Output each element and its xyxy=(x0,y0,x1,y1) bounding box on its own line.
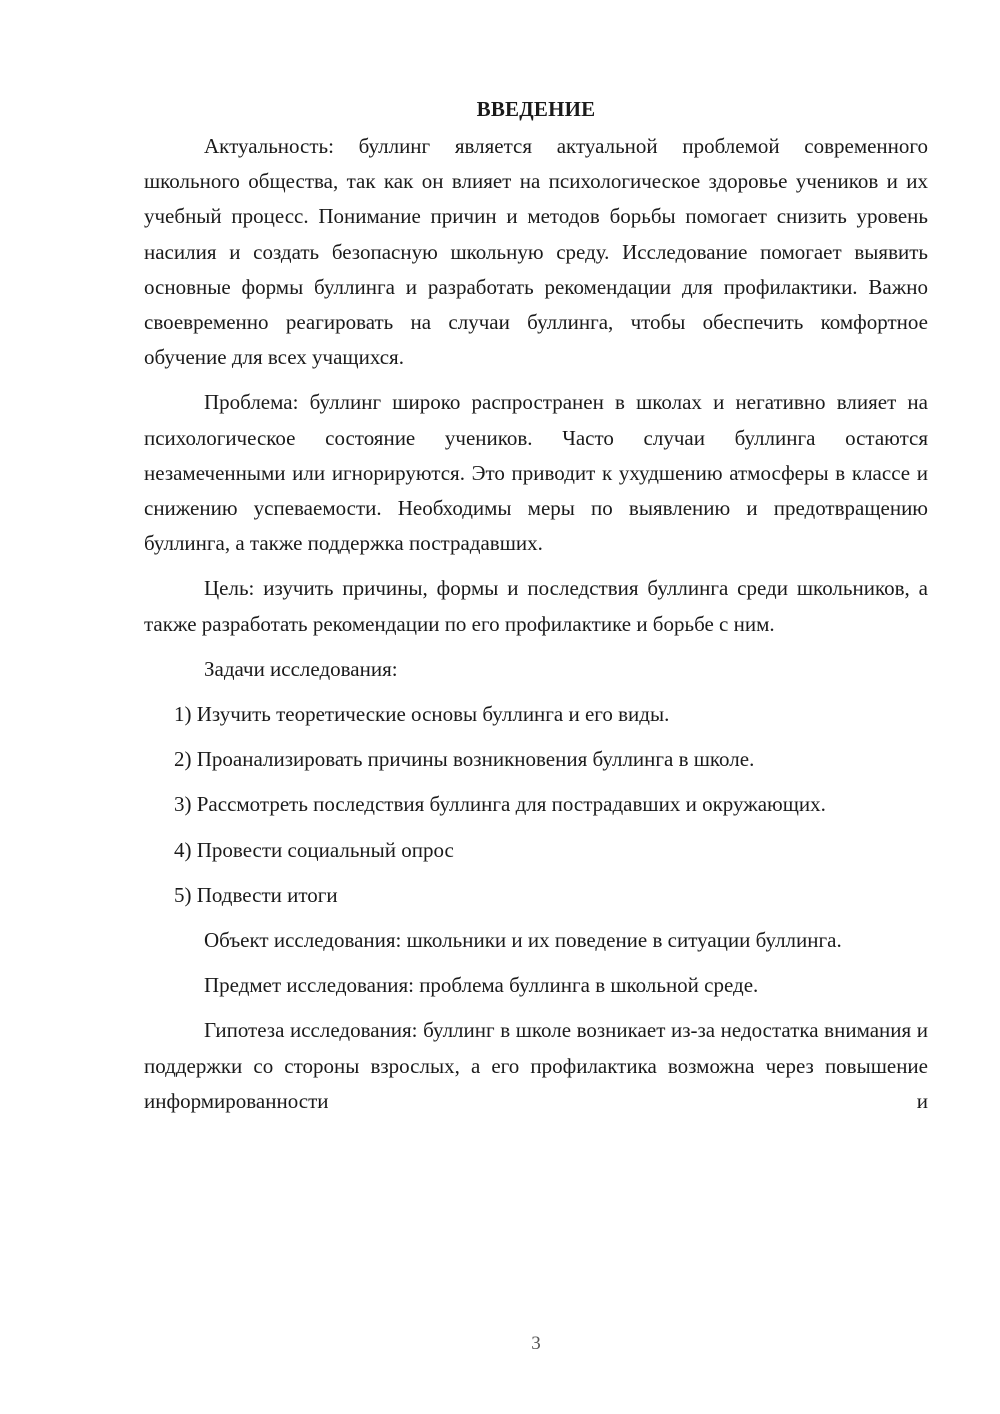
paragraph-object: Объект исследования: школьники и их поведение в ситуации буллинга. xyxy=(204,928,842,953)
section-title: ВВЕДЕНИЕ xyxy=(476,97,596,121)
paragraph-goal: Цель: изучить причины, формы и последствия буллинга среди школьников, а также разработать рекомендации по его профилактике и борьбе с ним. xyxy=(144,576,928,636)
paragraph-tasks-heading: Задачи исследования: xyxy=(204,656,398,681)
task-item-1: 1) Изучить теоретические основы буллинга и его виды. xyxy=(174,702,670,727)
task-item-2: 2) Проанализировать причины возникновения буллинга в школе. xyxy=(174,747,755,772)
task-item-5: 5) Подвести итоги xyxy=(174,882,338,907)
task-item-4: 4) Провести социальный опрос xyxy=(174,837,454,862)
paragraph-problem: Проблема: буллинг широко распространен в школах и негативно влияет на психологическое состояние учеников. Часто случаи буллинга остаются незамеченными или игнорируются. Это приводит к ухудшению атмосферы в классе и снижению успеваемости. Необходимы меры по выявлению и предотвращению буллинга, а также поддержка пострадавших. xyxy=(144,390,928,556)
document-page xyxy=(144,92,928,1119)
paragraph-hypothesis: Гипотеза исследования: буллинг в школе возникает из-за недостатка внимания и поддержки со стороны взрослых, а его профилактика возможна через повышение информированности и xyxy=(144,1018,928,1113)
task-item-3: 3) Рассмотреть последствия буллинга для пострадавших и окружающих. xyxy=(174,792,826,817)
paragraph-relevance: Актуальность: буллинг является актуальной проблемой современного школьного общества, так как он влияет на психологическое здоровье учеников и их учебный процесс. Понимание причин и методов борьбы помогает снизить уровень насилия и создать безопасную школьную среду. Исследование помогает выявить основные формы буллинга и разработать рекомендации для профилактики. Важно своевременно реагировать на случаи буллинга, чтобы обеспечить комфортное обучение для всех учащихся. xyxy=(144,134,928,370)
paragraph-subject: Предмет исследования: проблема буллинга в школьной среде. xyxy=(204,973,759,998)
page-number: 3 xyxy=(531,1333,541,1354)
